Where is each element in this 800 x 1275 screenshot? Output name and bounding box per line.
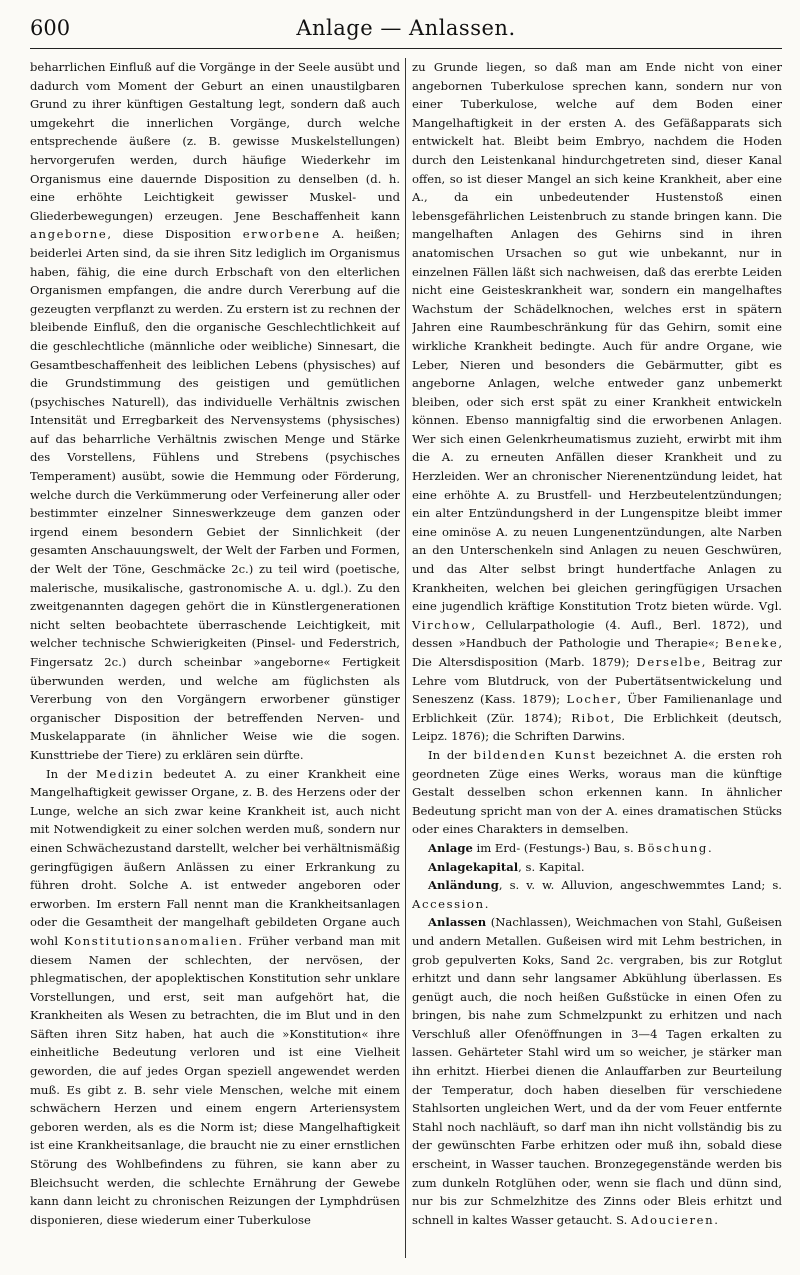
entry-anlagekapital: Anlagekapital, s. Kapital. xyxy=(428,859,585,874)
column-divider xyxy=(405,58,406,1258)
entry-anlaendung: Anländung, s. v. w. Alluvion, angeschwemmtes Land; s. Accession. xyxy=(412,878,782,911)
cross-reference: Böschung xyxy=(637,840,708,855)
page-number: 600 xyxy=(30,16,71,40)
right-column xyxy=(412,58,782,1263)
entry-keyword: Anlagekapital xyxy=(428,859,519,874)
entry-keyword: Anlassen xyxy=(428,915,487,930)
page-header xyxy=(30,14,782,49)
author-name: Virchow xyxy=(412,617,472,632)
left-column xyxy=(30,58,400,1263)
spaced-term: Konstitutionsanomalien xyxy=(64,933,239,948)
author-name: Beneke xyxy=(725,636,779,651)
author-name: Locher xyxy=(566,692,618,707)
entry-keyword: Anlage xyxy=(428,840,473,855)
cross-reference: Accession xyxy=(412,896,485,911)
paragraph-medizin: In der Medizin bedeutet A. zu einer Krankheit eine Mangelhaftigkeit gewisser Organe, z. B. des Herzens oder der Lunge, welche an sich zwar keine Krankheit ist, auch nicht mit Notwendigkeit zu einer solchen werden muß, sondern nur einen Schwächezustand darstellt, welcher bei verhältnismäßig geringfügigen äußern Anlässen zu einer Erkrankung zu führen droht. Solche A. ist entweder angeboren oder erworben. Im erstern Fall nennt man die Krankheitsanlagen oder die Gesamtheit der mangelhaft gebildeten Organe auch wohl Konstitutionsanomalien. Früher verband man mit diesem Namen der schlechten, der nervösen, der phlegmatischen, der apoplektischen Konstitution sehr unklare Vorstellungen, und erst, seit man aufgehört hat, die Krankheiten als Wesen zu betrachten, die im Blut und in den Säften ihren Sitz haben, hat auch die »Konstitution« ihre einheitliche Bedeutung verloren und ist eine Vielheit geworden, die auf jedes Organ speziell angewendet werden muß. Es gibt z. B. sehr viele Menschen, welche mit einem schwächern Herzen und einem engern Arteriensystem geboren werden, als es die Norm ist; diese Mangelhaftigkeit ist eine Krankheitsanlage, die braucht nie zu einer ernstlichen Störung des Wohlbefindens zu führen, sie kann aber zu Bleichsucht werden, die schlechte Ernährung der Gewebe kann dann leicht zu chronischen Reizungen der Lymphdrüsen disponieren, diese wiederum einer Tuberkulose xyxy=(30,766,400,1227)
author-name: Derselbe xyxy=(636,655,702,669)
spaced-term: angeborne xyxy=(30,227,108,242)
paragraph-bildende-kunst: In der bildenden Kunst bezeichnet A. die ersten roh geordneten Züge eines Werks, woraus man die künftige Gestalt desselben schon erkennen kann. In ähnlicher Bedeutung spricht man von der A. eines dramatischen Stücks oder eines Charakters in demselben. xyxy=(412,747,782,837)
spaced-term: bildenden Kunst xyxy=(473,747,597,762)
entry-anlassen: Anlassen (Nachlassen), Weichmachen von Stahl, Gußeisen und andern Metallen. Gußeisen wird mit Lehm bestrichen, in grob gepulverten Koks, Sand 2c. vergraben, bis zur Rotglut erhitzt und dann sehr langsamer Abkühlung überlassen. Es genügt auch, die noch heißen Gußstücke in einen Ofen zu bringen, bis nahe zum Schmelzpunkt zu erhitzen und nach Verschluß aller Ofenöffnungen in 3—4 Tagen erkalten zu lassen. Gehärteter Stahl wird um so weicher, je stärker man ihn erhitzt. Hierbei dienen die Anlauffarben zur Beurteilung der Temperatur, doch haben dieselben für verschiedene Stahlsorten ungleichen Wert, und da der vom Feuer entfernte Stahl noch nachläuft, so darf man ihn nicht vollständig bis zu der gewünschten Farbe erhitzen oder muß ihn, sobald diese erscheint, in Wasser tauchen. Bronzegegenstände werden bis zum dunkeln Rotglühen oder, wenn sie flach und dünn sind, nur bis zur Schmelzhitze des Zinns oder Bleis erhitzt und schnell in kaltes Wasser getaucht. S. Adoucieren. xyxy=(412,915,782,1227)
spaced-term: erworbene xyxy=(242,227,321,242)
running-head: Anlage — Anlassen. xyxy=(296,16,516,40)
spaced-term: Medizin xyxy=(95,766,155,781)
entry-keyword: Anländung xyxy=(428,878,499,893)
paragraph-continuation: zu Grunde liegen, so daß man am Ende nicht von einer angebornen Tuberkulose sprechen kann, sondern nur von einer Tuberkulose, welche auf dem Boden einer Mangelhaftigkeit in der ersten A. des Gefäßapparats sich entwickelt hat. Bleibt beim Embryo, nachdem die Hoden durch den Leistenkanal hindurchgetreten sind, dieser Kanal offen, so ist dieser Mangel an sich keine Krankheit, aber eine A., da ein unbedeutender Hustenstoß einen lebensgefährlichen Leistenbruch zu stande bringen kann. Die mangelhaften Anlagen des Gehirns sind in ihren anatomischen Ursachen so gut wie unbekannt, nur in einzelnen Fällen läßt sich nachweisen, daß das ererbte Leiden nicht eine Geisteskrankheit war, sondern ein mangelhaftes Wachstum der Schädelknochen, welches erst in spätern Jahren eine Raumbeschränkung für das Gehirn, somit eine wirkliche Krankheit bedingte. Auch für andre Organe, wie Leber, Nieren und besonders die Gebärmutter, gibt es angeborne Anlagen, welche entweder ganz unbemerkt bleiben, oder sich erst spät zu einer Krankheit entwickeln können. Ebenso mannigfaltig sind die erworbenen Anlagen. Wer sich einen Gelenkrheumatismus zuzieht, erwirbt mit ihm die A. zu erneuten Anfällen dieser Krankheit und zu Herzleiden. Wer an chronischer Nierenentzündung leidet, hat eine erhöhte A. zu Brustfell- und Herzbeutelentzündungen; ein alter Entzündungsherd in der Lungenspitze bleibt immer eine ominöse A. zu neuen Lungenentzündungen, alte Narben an den Unterschenkeln sind Anlagen zu neuen Geschwüren, und das Alter selbst bringt hundertfache Anlagen zu Krankheiten, welchen bei gleichen geringfügigen Ursachen eine jugendlich kräftige Konstitution Trotz bieten würde. Vgl. Virchow, Cellularpathologie (4. Aufl., Berl. 1872), und dessen »Handbuch der Pathologie und Therapie«; Beneke, Die Altersdisposition (Marb. 1879); Derselbe, Beitrag zur Lehre vom Blutdruck, von der Pubertätsentwickelung und Seneszenz (Kass. 1879); Locher, Über Familienanlage und Erblichkeit (Zür. 1874); Ribot, Die Erblichkeit (deutsch, Leipz. 1876); die Schriften Darwins. xyxy=(412,60,782,744)
author-name: Ribot xyxy=(571,710,611,725)
entry-anlage: Anlage im Erd- (Festungs-) Bau, s. Böschung. xyxy=(428,840,712,855)
paragraph-continuation: beharrlichen Einfluß auf die Vorgänge in der Seele ausübt und dadurch vom Moment der Geburt an einen unaustilgbaren Grund zu ihrer künftigen Gestaltung legt, sondern daß auch umgekehrt die innerlichen Vorgänge, durch welche entsprechende äußere (z. B. gewisse Muskelstellungen) hervorgerufen werden, durch häufige Wiederkehr im Organismus eine dauernde Disposition zu denselben (d. h. eine erhöhte Leichtigkeit gewisser Muskel- und Gliederbewegungen) erzeugen. Jene Beschaffenheit kann angeborne, diese Disposition erworbene A. heißen; beiderlei Arten sind, da sie ihren Sitz lediglich im Organismus haben, fähig, die eine durch Erbschaft von den elterlichen Organismen empfangen, die andre durch Vererbung auf die gezeugten verpflanzt zu werden. Zu erstern ist zu rechnen der bleibende Einfluß, den die organische Geschlechtlichkeit auf die geschlechtliche (männliche oder weibliche) Sinnesart, die Gesamtbeschaffenheit des leiblichen Lebens (physisches) auf die Grundstimmung des geistigen und gemütlichen (psychisches Naturell), das individuelle Verhältnis zwischen Intensität und Erregbarkeit des Nervensystems (physisches) auf das beharrliche Verhältnis zwischen Menge und Stärke des Vorstellens, Fühlens und Strebens (psychisches Temperament) ausübt, sowie die Hemmung oder Förderung, welche durch die Verkümmerung oder Verfeinerung aller oder bestimmter einzelner Sinneswerkzeuge dem ganzen oder irgend einem besondern Gebiet der Sinnlichkeit (der gesamten Anschauungswelt, der Welt der Farben und Formen, der Welt der Töne, Geschmäcke 2c.) zu teil wird (poetische, malerische, musikalische, gastronomische A. u. dgl.). Zu den zweitgenannten dagegen gehört die in Künstlergenerationen nicht selten beobachtete überraschende Leichtigkeit, mit welcher technische Schwierigkeiten (Pinsel- und Federstrich, Fingersatz 2c.) durch scheinbar »angeborne« Fertigkeit überwunden werden, und welche am füglichsten als Vererbung von den Vorgängern erworbener günstiger organischer Disposition der betreffenden Nerven- und Muskelapparate (in ähnlicher Weise wie die sogen. Kunsttriebe der Tiere) zu erklären sein dürfte. xyxy=(30,60,400,762)
cross-reference: Adoucieren xyxy=(631,1212,715,1227)
